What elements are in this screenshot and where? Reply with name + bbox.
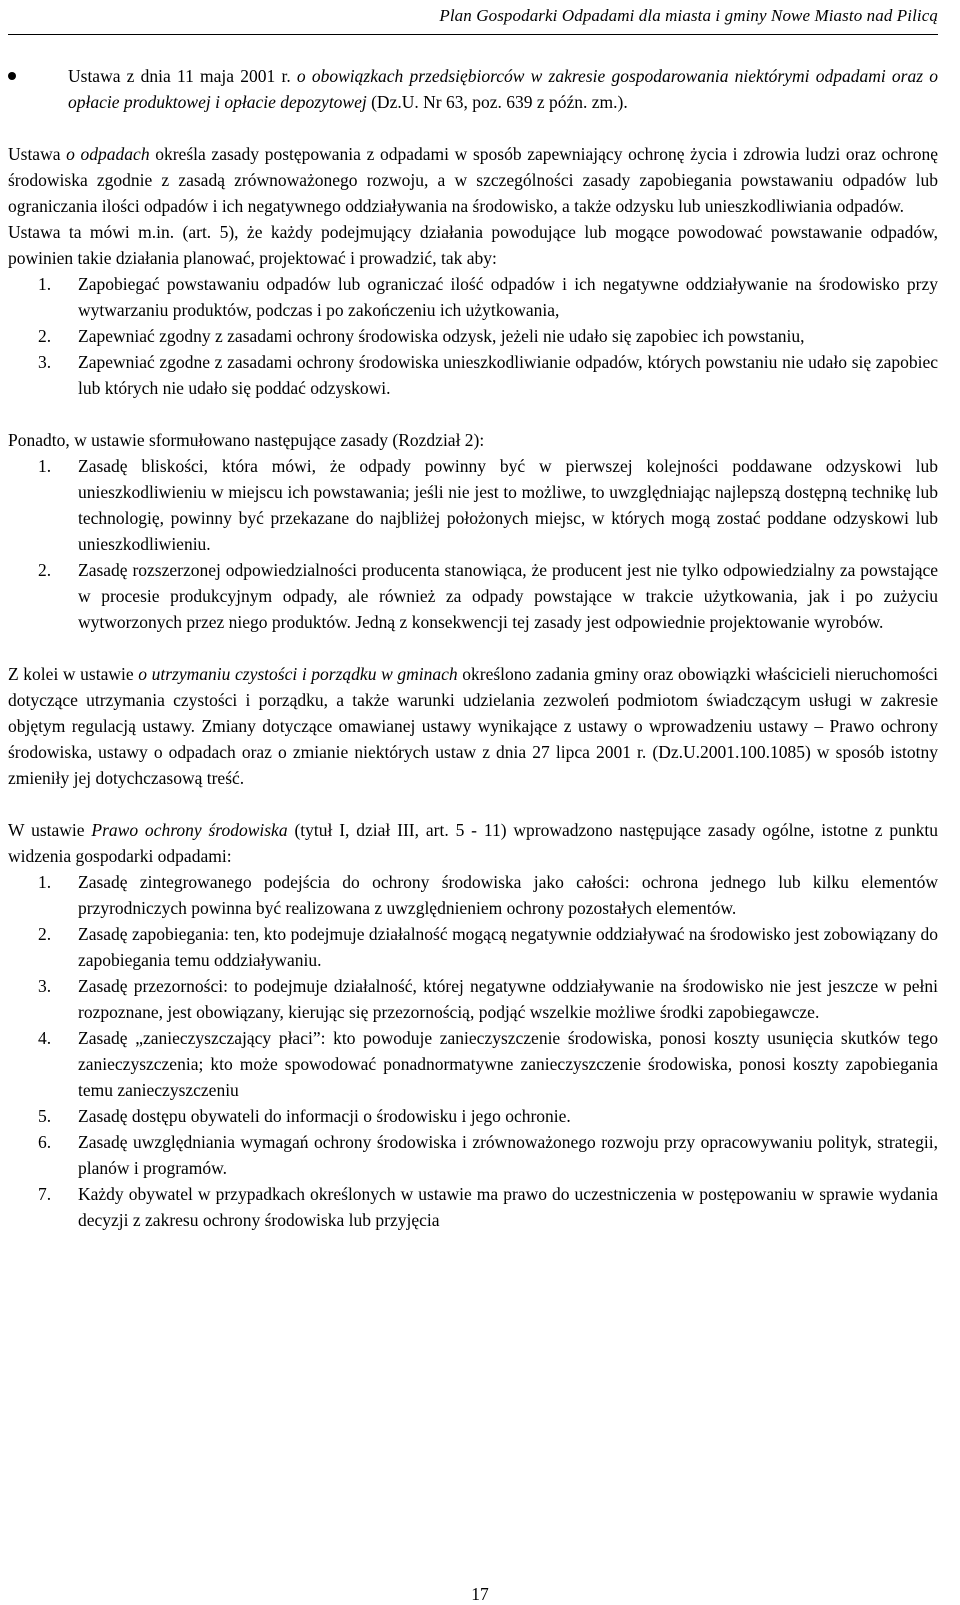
- list-number: 3.: [38, 352, 52, 372]
- odpady-numbered-list: [8, 271, 938, 401]
- czystosc-text-post: określono zadania gminy oraz obowiązki właścicieli nieruchomości dotyczące utrzymania czystości i porządku, a także warunki udzielania zezwoleń podmiotom świadczącym usługi w zakresie objętym regulacją ustawy. Zmiany dotyczące omawianej ustawy wynikające z ustawy o wprowadzeniu ustawy – Prawo ochrony środowiska, ustawy o odpadach oraz o zmianie niektórych ustaw z dnia 27 lipca 2001 r. (Dz.U.2001.100.1085) w sposób istotny zmieniły jej dotychczasową treść.: [8, 664, 938, 788]
- list-number: 2.: [38, 924, 52, 944]
- list-item: [8, 973, 938, 1025]
- list-item: [8, 1129, 938, 1181]
- list-item-text: Zapewniać zgodne z zasadami ochrony środowiska unieszkodliwianie odpadów, których powstaniu nie udało się zapobiec lub których nie udało się poddać odzyskowi.: [78, 352, 938, 398]
- list-item: [8, 869, 938, 921]
- list-number: 1.: [38, 274, 52, 294]
- zasady-intro-paragraph: Ponadto, w ustawie sformułowano następujące zasady (Rozdział 2):: [8, 430, 485, 450]
- zasady-numbered-list: [8, 453, 938, 635]
- list-number: 1.: [38, 456, 52, 476]
- list-item-text: Zapewniać zgodny z zasadami ochrony środowiska odzysk, jeżeli nie udało się zapobiec ich powstaniu,: [78, 326, 805, 346]
- list-number: 3.: [38, 976, 52, 996]
- list-item: [8, 1181, 938, 1233]
- list-number: 5.: [38, 1106, 52, 1126]
- list-item-text: Zasadę bliskości, która mówi, że odpady powinny być w pierwszej kolejności poddawane odzyskowi lub unieszkodliwieniu w miejscu ich powstawania; jeśli nie jest to możliwe, to uwzględniając najlepszą dostępną technikę lub technologię, powinny być przekazane do najbliżej położonych miejsc, w których mogą zostać poddane odzyskowi lub unieszkodliwieniu.: [78, 456, 938, 554]
- bullet-list-item: [8, 63, 938, 115]
- odpady-intro-post: określa zasady postępowania z odpadami w sposób zapewniający ochronę życia i zdrowia ludzi oraz ochronę środowiska zgodnie z zasadą zrównoważonego rozwoju, a w szczególności zasady zapobiegania powstawaniu odpadów lub ograniczania ilości odpadów i ich negatywnego oddziaływania na środowisko, a także odzysku lub unieszkodliwiania odpadów.: [8, 144, 938, 216]
- header-rule: [8, 34, 938, 35]
- page-number: 17: [471, 1584, 489, 1604]
- list-item: [8, 1103, 938, 1129]
- pos-intro-pre: W ustawie: [8, 820, 92, 840]
- odpady-intro-paragraph: [8, 141, 938, 219]
- list-item-text: Zasadę rozszerzonej odpowiedzialności producenta stanowiąca, że producent jest nie tylko odpowiedzialny za powstające w procesie produkcyjnym odpady, ale również za odpady powstające w trakcie użytkowania, jak i po zużyciu wytworzonych przez niego produktów. Jedną z konsekwencji tej zasady jest odpowiednie projektowanie wyrobów.: [78, 560, 938, 632]
- list-item: [8, 453, 938, 557]
- running-header: Plan Gospodarki Odpadami dla miasta i gminy Nowe Miasto nad Pilicą: [439, 6, 938, 25]
- list-number: 6.: [38, 1132, 52, 1152]
- list-item-text: Zasadę dostępu obywateli do informacji o środowisku i jego ochronie.: [78, 1106, 571, 1126]
- list-number: 1.: [38, 872, 52, 892]
- list-item-text: Zasadę zapobiegania: ten, kto podejmuje działalność mogącą negatywnie oddziaływać na środowisko jest zobowiązany do zapobiegania temu oddziaływaniu.: [78, 924, 938, 970]
- page-content: [8, 63, 938, 1233]
- list-item: [8, 349, 938, 401]
- list-item-text: Każdy obywatel w przypadkach określonych w ustawie ma prawo do uczestniczenia w postępowaniu w sprawie wydania decyzji z zakresu ochrony środowiska lub przyjęcia: [78, 1184, 938, 1230]
- list-item: [8, 271, 938, 323]
- list-number: 2.: [38, 560, 52, 580]
- list-item-text: Zasadę przezorności: to podejmuje działalność, której negatywne oddziaływanie na środowisko nie jest jeszcze w pełni rozpoznane, jest obowiązany, kierując się przezornością, podjąć wszelkie możliwe środki zapobiegawcze.: [78, 976, 938, 1022]
- list-number: 2.: [38, 326, 52, 346]
- pos-numbered-list: [8, 869, 938, 1233]
- odpady-intro-pre: Ustawa: [8, 144, 67, 164]
- list-item-text: Zasadę zintegrowanego podejścia do ochrony środowiska jako całości: ochrona jednego lub kilku elementów przyrodniczych powinna być realizowana z uwzględnieniem ochrony pozostałych elementów.: [78, 872, 938, 918]
- list-item-text: Zasadę uwzględniania wymagań ochrony środowiska i zrównoważonego rozwoju przy opracowywaniu polityk, strategii, planów i programów.: [78, 1132, 938, 1178]
- bullet-text-post: (Dz.U. Nr 63, poz. 639 z późn. zm.).: [366, 92, 628, 112]
- bullet-text-italic: o obowiązkach przedsiębiorców w zakresie gospodarowania niektórymi odpadami oraz o opłacie produktowej i opłacie depozytowej: [68, 66, 938, 112]
- odpady-intro-italic: o odpadach: [66, 144, 150, 164]
- list-item-text: Zapobiegać powstawaniu odpadów lub ograniczać ilość odpadów i ich negatywne oddziaływanie na środowisko przy wytwarzaniu produktów, podczas i po zakończeniu ich użytkowania,: [78, 274, 938, 320]
- list-item-text: Zasadę „zanieczyszczający płaci”: kto powoduje zanieczyszczenie środowiska, ponosi koszty usunięcia skutków tego zanieczyszczenia; kto może spowodować ponadnormatywne zanieczyszczenie środowiska, ponosi koszty zapobiegania temu zanieczyszczeniu: [78, 1028, 938, 1100]
- pos-intro-post: (tytuł I, dział III, art. 5 - 11) wprowadzono następujące zasady ogólne, istotne z punktu widzenia gospodarki odpadami:: [8, 820, 938, 866]
- pos-intro-paragraph: [8, 817, 938, 869]
- list-item: [8, 921, 938, 973]
- bullet-text-pre: Ustawa z dnia 11 maja 2001 r.: [68, 66, 297, 86]
- pos-intro-italic: Prawo ochrony środowiska: [91, 820, 288, 840]
- czystosc-text-pre: Z kolei w ustawie: [8, 664, 139, 684]
- art5-paragraph: Ustawa ta mówi m.in. (art. 5), że każdy podejmujący działania powodujące lub mogące powodować powstawanie odpadów, powinien takie działania planować, projektować i prowadzić, tak aby:: [8, 222, 938, 268]
- list-item: [8, 323, 938, 349]
- list-item: [8, 557, 938, 635]
- czystosc-text-italic: o utrzymaniu czystości i porządku w gminach: [138, 664, 458, 684]
- list-item: [8, 1025, 938, 1103]
- list-number: 7.: [38, 1184, 52, 1204]
- list-number: 4.: [38, 1028, 52, 1048]
- bullet-icon: [8, 72, 16, 80]
- czystosc-paragraph: [8, 661, 938, 791]
